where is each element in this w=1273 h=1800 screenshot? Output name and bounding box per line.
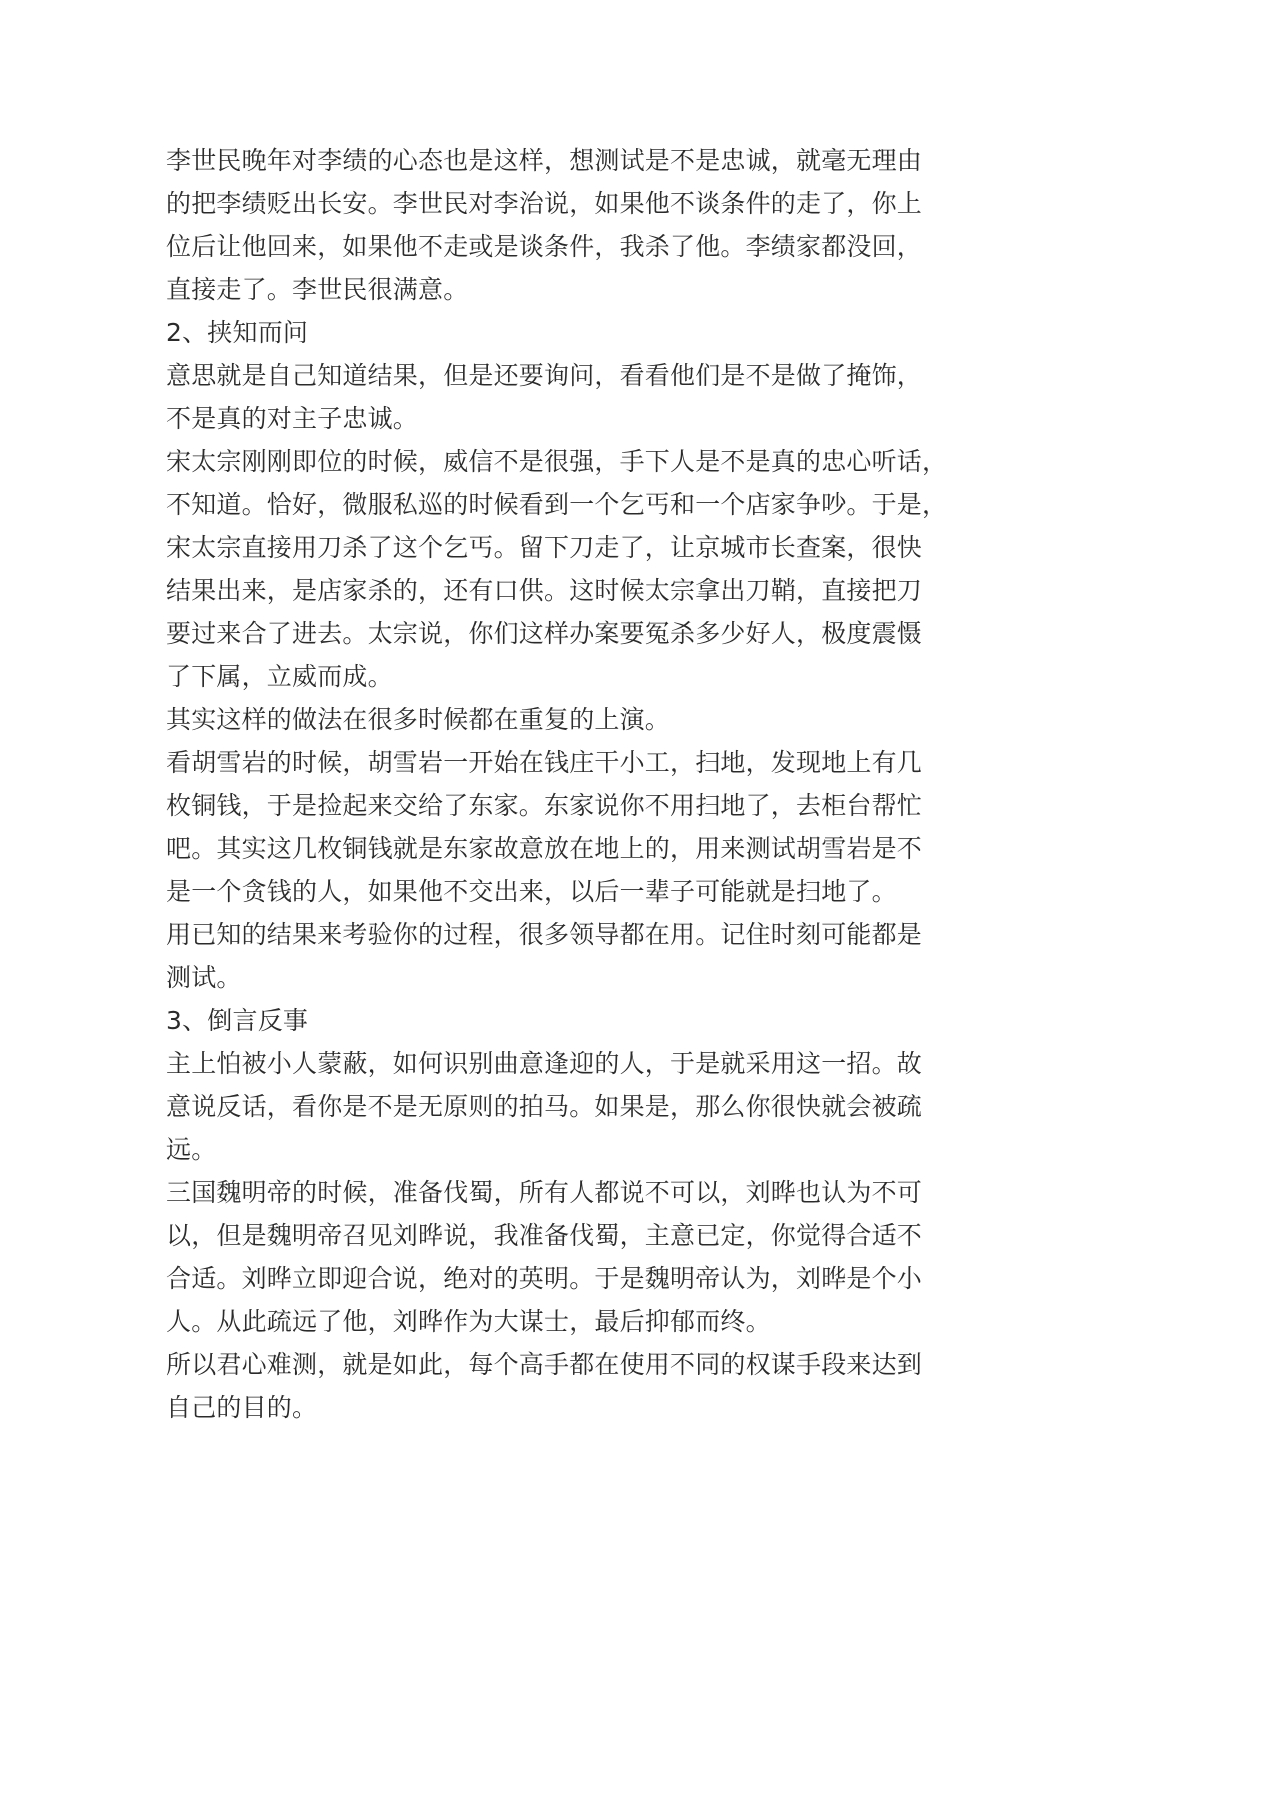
text-line: 的把李绩贬出长安。李世民对李治说，如果他不谈条件的走了，你上: [166, 189, 923, 218]
text-line: 远。: [166, 1135, 217, 1164]
text-line: 直接走了。李世民很满意。: [166, 275, 469, 304]
text-line: 看胡雪岩的时候，胡雪岩一开始在钱庄干小工，扫地，发现地上有几: [166, 748, 923, 777]
text-line: 要过来合了进去。太宗说，你们这样办案要冤杀多少好人，极度震慑: [166, 619, 923, 648]
text-line: 了下属，立威而成。: [166, 662, 393, 691]
text-line: 用已知的结果来考验你的过程，很多领导都在用。记住时刻可能都是: [166, 920, 923, 949]
text-line: 是一个贪钱的人，如果他不交出来，以后一辈子可能就是扫地了。: [166, 877, 897, 906]
text-line: 意思就是自己知道结果，但是还要询问，看看他们是不是做了掩饰，: [166, 361, 923, 390]
section-heading: 3、倒言反事: [166, 1006, 309, 1035]
text-line: 以，但是魏明帝召见刘晔说，我准备伐蜀，主意已定，你觉得合适不: [166, 1221, 923, 1250]
text-line: 李世民晚年对李绩的心态也是这样，想测试是不是忠诚，就毫无理由: [166, 146, 923, 175]
document-body: [166, 139, 956, 1429]
text-line: 其实这样的做法在很多时候都在重复的上演。: [166, 705, 671, 734]
text-line: 位后让他回来，如果他不走或是谈条件，我杀了他。李绩家都没回，: [166, 232, 923, 261]
text-line: 所以君心难测，就是如此，每个高手都在使用不同的权谋手段来达到: [166, 1350, 923, 1379]
text-line: 宋太宗直接用刀杀了这个乞丐。留下刀走了，让京城市长查案，很快: [166, 533, 923, 562]
text-line: 吧。其实这几枚铜钱就是东家故意放在地上的，用来测试胡雪岩是不: [166, 834, 923, 863]
text-line: 测试。: [166, 963, 242, 992]
text-line: 主上怕被小人蒙蔽，如何识别曲意逢迎的人，于是就采用这一招。故: [166, 1049, 923, 1078]
text-line: 枚铜钱，于是捡起来交给了东家。东家说你不用扫地了，去柜台帮忙: [166, 791, 923, 820]
text-line: 不知道。恰好，微服私巡的时候看到一个乞丐和一个店家争吵。于是，: [166, 490, 948, 519]
section-heading: 2、挟知而问: [166, 318, 309, 347]
text-line: 意说反话，看你是不是无原则的拍马。如果是，那么你很快就会被疏: [166, 1092, 923, 1121]
text-line: 结果出来，是店家杀的，还有口供。这时候太宗拿出刀鞘，直接把刀: [166, 576, 923, 605]
text-line: 宋太宗刚刚即位的时候，威信不是很强，手下人是不是真的忠心听话，: [166, 447, 948, 476]
text-line: 不是真的对主子忠诚。: [166, 404, 419, 433]
text-line: 三国魏明帝的时候，准备伐蜀，所有人都说不可以，刘晔也认为不可: [166, 1178, 923, 1207]
text-line: 自己的目的。: [166, 1393, 318, 1422]
text-line: 人。从此疏远了他，刘晔作为大谋士，最后抑郁而终。: [166, 1307, 771, 1336]
text-line: 合适。刘晔立即迎合说，绝对的英明。于是魏明帝认为，刘晔是个小: [166, 1264, 923, 1293]
